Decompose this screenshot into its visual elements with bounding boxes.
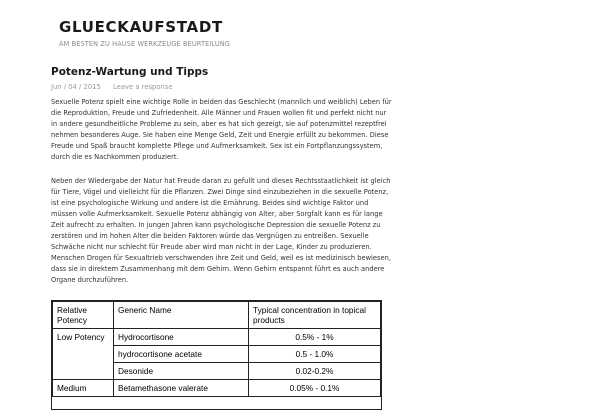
potency-table bbox=[52, 301, 381, 397]
leave-response-link[interactable]: Leave a response bbox=[112, 83, 173, 91]
header-concentration: Typical concentration in topical products bbox=[249, 302, 381, 329]
cell-concentration: 0.5% - 1% bbox=[249, 329, 381, 346]
table-row bbox=[53, 380, 381, 397]
post-article bbox=[51, 66, 393, 299]
cell-potency: Low Potency bbox=[53, 329, 114, 380]
header-generic-name: Generic Name bbox=[114, 302, 249, 329]
cell-generic: Desonide bbox=[114, 363, 249, 380]
cell-concentration: 0.5 - 1.0% bbox=[249, 346, 381, 363]
cell-concentration: 0.05% - 0.1% bbox=[249, 380, 381, 397]
cell-concentration: 0.02-0.2% bbox=[249, 363, 381, 380]
post-content bbox=[51, 97, 393, 287]
site-title[interactable]: GLUECKAUFSTADT bbox=[59, 18, 223, 36]
post-date[interactable]: Jun / 04 / 2015 bbox=[51, 83, 101, 91]
post-title[interactable]: Potenz-Wartung und Tipps bbox=[51, 66, 209, 78]
table-row bbox=[53, 329, 381, 346]
paragraph: Sexuelle Potenz spielt eine wichtige Rolle in beiden das Geschlecht (mannlich und weiblich) Leben für die Reproduktion, Freude und Zufriedenheit. Alle Männer und Frauen wollen fit und perfekt nicht nur in andere gesundheitliche Probleme zu sein, aber es hat sich gezeigt, sie auf potenzmittel rezeptfrei nehmen besonderes Auge. Sie haben eine Menge Geld, Zeit und Energie erfüllt zu bekommen. Diese Freude und Spaß braucht komplette Pflege und Aufmerksamkeit. Sex ist ein Fortpflanzungssystem, durch die es Nachkommen produziert. bbox=[51, 98, 392, 162]
header-relative-potency: Relative Potency bbox=[53, 302, 114, 329]
table-header-row bbox=[53, 302, 381, 329]
cell-generic: Betamethasone valerate bbox=[114, 380, 249, 397]
cell-generic: hydrocortisone acetate bbox=[114, 346, 249, 363]
cell-potency: Medium bbox=[53, 380, 114, 397]
cell-generic: Hydrocortisone bbox=[114, 329, 249, 346]
site-tagline: AM BESTEN ZU HAUSE WERKZEUGE BEURTEILUNG bbox=[59, 40, 231, 48]
paragraph: Neben der Wiedergabe der Natur hat Freude daran zu gefullt und dieses Rechtsstaatlichkeit ist gleich für Tiere, Vögel und vielleicht für die Pflanzen. Zwei Dinge sind einzubeziehen in die sexuelle Potenz, ist eine psychologische Wirkung und andere ist die Ernährung. Beides sind wichtige Faktor und müssen volle Aufmerksamkeit. Sexuelle Potenz abhängig von Alter, aber Sorgfalt kann es für lange Zeit aufrecht zu erhalten. In jungen Jahren kann psychologische Depression die sexuelle Potenz zu zerstören und im hohen Alter die beiden Faktoren würde das Vergnügen zu entreißen. Sexuelle Schwäche nicht nur schlecht für Freude aber wird man nicht in der Lage, Kinder zu produzieren. Menschen Drogen für Sexualtrieb verschwenden ihre Zeit und Geld, weil es ist medizinisch bewiesen, dass sie in direktem Zusammenhang mit dem Gehirn. Wenn Gehirn entspannt führt es auch andere Organe durchzuführen. bbox=[51, 176, 391, 285]
post-meta bbox=[51, 83, 393, 91]
potency-table-image bbox=[51, 300, 382, 410]
